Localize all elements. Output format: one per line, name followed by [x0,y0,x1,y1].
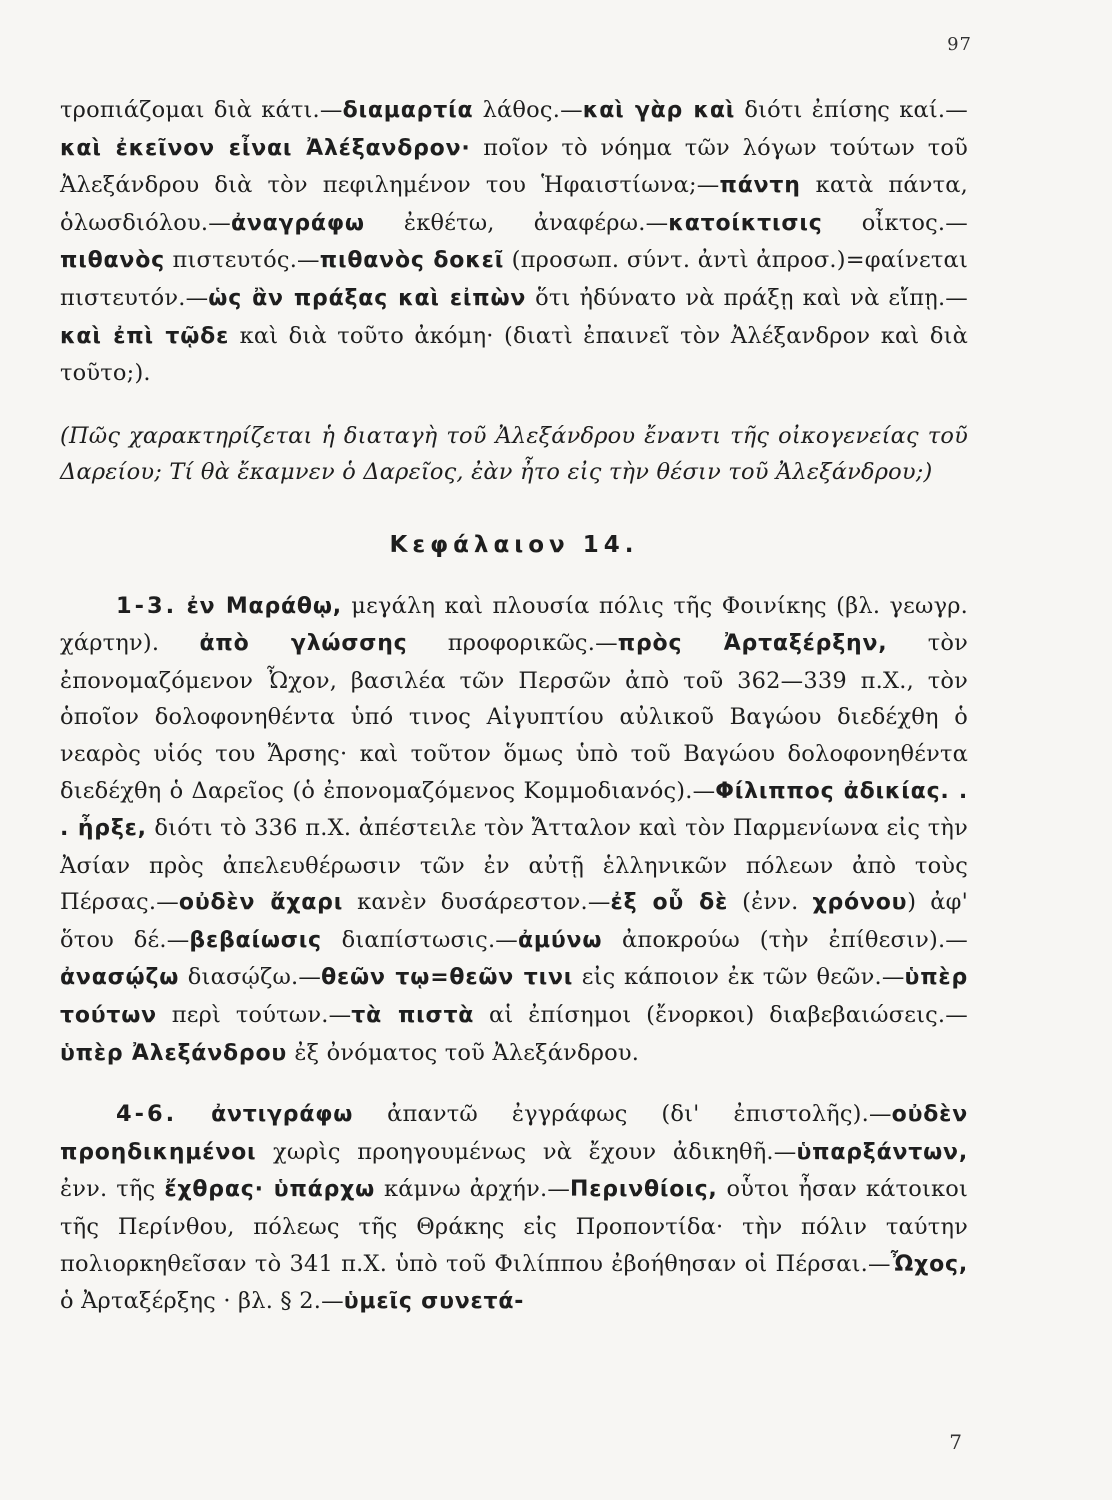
page-body [60,92,968,1321]
text-run: κάμνω ἀρχήν.— [375,1176,571,1203]
bold-term: καὶ γὰρ καὶ [582,98,736,123]
text-run: κανὲν δυσάρεστον.— [343,889,611,916]
bold-term: ὑπὲρ Ἀλεξάνδρου [60,1040,288,1066]
footer-number: 7 [949,1430,962,1454]
bold-term: ἀναγράφω [230,210,365,236]
bold-term: Φίλιππος ἀδικίας. . . ἦρξε, [60,778,968,842]
section-1-number: 1-3. [116,592,178,619]
page-number: 97 [947,34,972,55]
text-run: πιστευτός.— [164,247,320,274]
text-run: περὶ τούτων.— [156,1002,352,1029]
section-2 [60,1096,968,1321]
bold-term: Περινθίοις, [570,1177,718,1203]
bold-term: θεῶν τῳ=θεῶν τινι [321,965,574,991]
bold-term: ἀνασῴζω [60,965,180,991]
text-run: ἐκθέτω, ἀναφέρω.— [364,209,669,236]
bold-term: ἀντιγράφω [211,1102,354,1128]
bold-term: ἔχθρας· ὑπάρχω [164,1177,376,1203]
text-run [177,593,186,619]
bold-term: ὑμεῖς συνετά- [343,1289,525,1315]
text-run: ποῖον τὸ νόημα τῶν λόγων τούτων τοῦ Ἀλεξάνδρου διὰ τὸν πεφιλημένον του Ἡφαιστίωνα;— [60,134,968,199]
bold-term: ὡς ἂν πράξας καὶ εἰπὼν [208,285,527,311]
bold-term: ἀπὸ γλώσσης [199,631,408,657]
bold-term: πιθανὸς [60,248,165,274]
bold-term: ἀμύνω [518,927,603,953]
text-run: οὗτοι ἦσαν κάτοικοι τῆς Περίνθου, πόλεως τῆς Θράκης εἰς Προποντίδα· τὴν πόλιν ταύτην πολιορκηθεῖσαν τὸ 341 π.Χ. ὑπὸ τοῦ Φιλίππου ἐβοήθησαν οἱ Πέρσαι.— [60,1176,969,1277]
text-run: διαπίστωσις.— [321,926,518,953]
text-run: ἀπαντῶ ἐγγράφως (δι' ἐπιστολῆς).— [353,1101,892,1128]
bold-term: οὐδὲν προηδικημένοι [60,1102,968,1165]
text-run: ) ἀφ' ὅτου δέ.— [60,889,969,953]
text-run: διασῴζω.— [179,964,322,991]
bold-term: ὑπαρξάντων, [796,1139,968,1165]
text-run: ἐνν. τῆς [60,1176,165,1203]
text-run: μεγάλη καὶ πλουσία πόλις τῆς Φοινίκης (βλ. γεωγρ. χάρτην). [60,592,968,657]
chapter-title: Κεφάλαιον 14. [389,531,639,558]
text-run: χωρὶς προηγουμένως νὰ ἔχουν ἀδικηθῆ.— [256,1138,797,1165]
text-run: εἰς κάποιον ἐκ τῶν θεῶν.— [573,964,905,991]
text-run: αἱ ἐπίσημοι (ἔνορκοι) διαβεβαιώσεις.— [474,1002,968,1029]
paragraph-1 [60,92,968,392]
bold-term: χρόνου [812,890,908,916]
bold-term: πιθανὸς δοκεῖ [319,248,505,274]
bold-term: διαμαρτία [342,98,474,123]
text-run: διότι ἐπίσης καί.— [735,97,968,123]
bold-term: τὰ πιστὰ [351,1003,475,1029]
text-run: διότι τὸ 336 π.Χ. ἀπέστειλε τὸν Ἄτταλον καὶ τὸν Παρμενίωνα εἰς τὴν Ἀσίαν πρὸς ἀπελευθέρωσιν τῶν ἐν αὐτῇ ἑλληνικῶν πόλεων ἀπὸ τοὺς Πέρσας.— [60,815,968,916]
text-run: (προσωπ. σύντ. ἀντὶ ἀπροσ.)=φαίνεται πιστευτόν.— [60,247,968,311]
question-paragraph: (Πῶς χαρακτηρίζεται ἡ διαταγὴ τοῦ Ἀλεξάνδρου ἔναντι τῆς οἰκογενείας τοῦ Δαρείου; Τί θὰ ἔκαμνεν ὁ Δαρεῖος, ἐὰν ἦτο εἰς τὴν θέσιν τοῦ Ἀλεξάνδρου;) [60,422,968,486]
text-run: λάθος.— [473,97,583,123]
text-run: (ἐνν. [728,889,813,916]
bold-term: ἐν Μαράθῳ, [186,593,342,619]
text-run: ἐξ ὀνόματος τοῦ Ἀλεξάνδρου. [287,1039,640,1066]
section-2-number: 4-6. [116,1101,178,1128]
text-run: προφορικῶς.— [407,630,618,657]
text-run: ὁ Ἀρταξέρξης · βλ. § 2.— [60,1288,344,1315]
bold-term: ἐξ οὗ δὲ [610,890,729,916]
bold-term: Ὦχος, [890,1251,968,1277]
bold-term: πρὸς Ἀρταξέρξην, [617,631,888,657]
text-run: ἀποκρούω (τὴν ἐπίθεσιν).— [602,926,968,953]
text-run: τροπιάζομαι διὰ κάτι.— [60,97,343,123]
bold-term: κατοίκτισις [668,210,823,236]
text-run: ὅτι ἠδύνατο νὰ πράξῃ καὶ νὰ εἴπῃ.— [526,284,968,311]
text-run: οἶκτος.— [822,209,968,236]
text-run: καὶ διὰ τοῦτο ἀκόμη· (διατὶ ἐπαινεῖ τὸν Ἀλέξανδρον καὶ διὰ τοῦτο;). [60,322,968,387]
text-run: τὸν ἐπονομαζόμενον Ὦχον, βασιλέα τῶν Περσῶν ἀπὸ τοῦ 362—339 π.Χ., τὸν ὁποῖον δολοφονηθέντα ὑπό τινος Αἰγυπτίου αὐλικοῦ Βαγώου διεδέχθη ὁ νεαρὸς υἱός του Ἄρσης· καὶ τοῦτον ὅμως ὑπὸ τοῦ Βαγώου δολοφονηθέντα διεδέχθη ὁ Δαρεῖος (ὁ ἐπονομαζόμενος Κομμοδιανός).— [60,630,969,804]
bold-term: καὶ ἐκεῖνον εἶναι Ἀλέξανδρον· [60,135,471,161]
section-1 [60,588,968,1073]
bold-term: πάντη [719,173,801,199]
text-run [177,1101,211,1127]
bold-term: ὑπὲρ τούτων [60,965,968,1029]
bold-term: καὶ ἐπὶ τῷδε [60,323,230,349]
bold-term: οὐδὲν ἄχαρι [178,890,344,916]
bold-term: βεβαίωσις [189,927,322,953]
text-run: κατὰ πάντα, ὁλωσδιόλου.— [60,172,968,236]
